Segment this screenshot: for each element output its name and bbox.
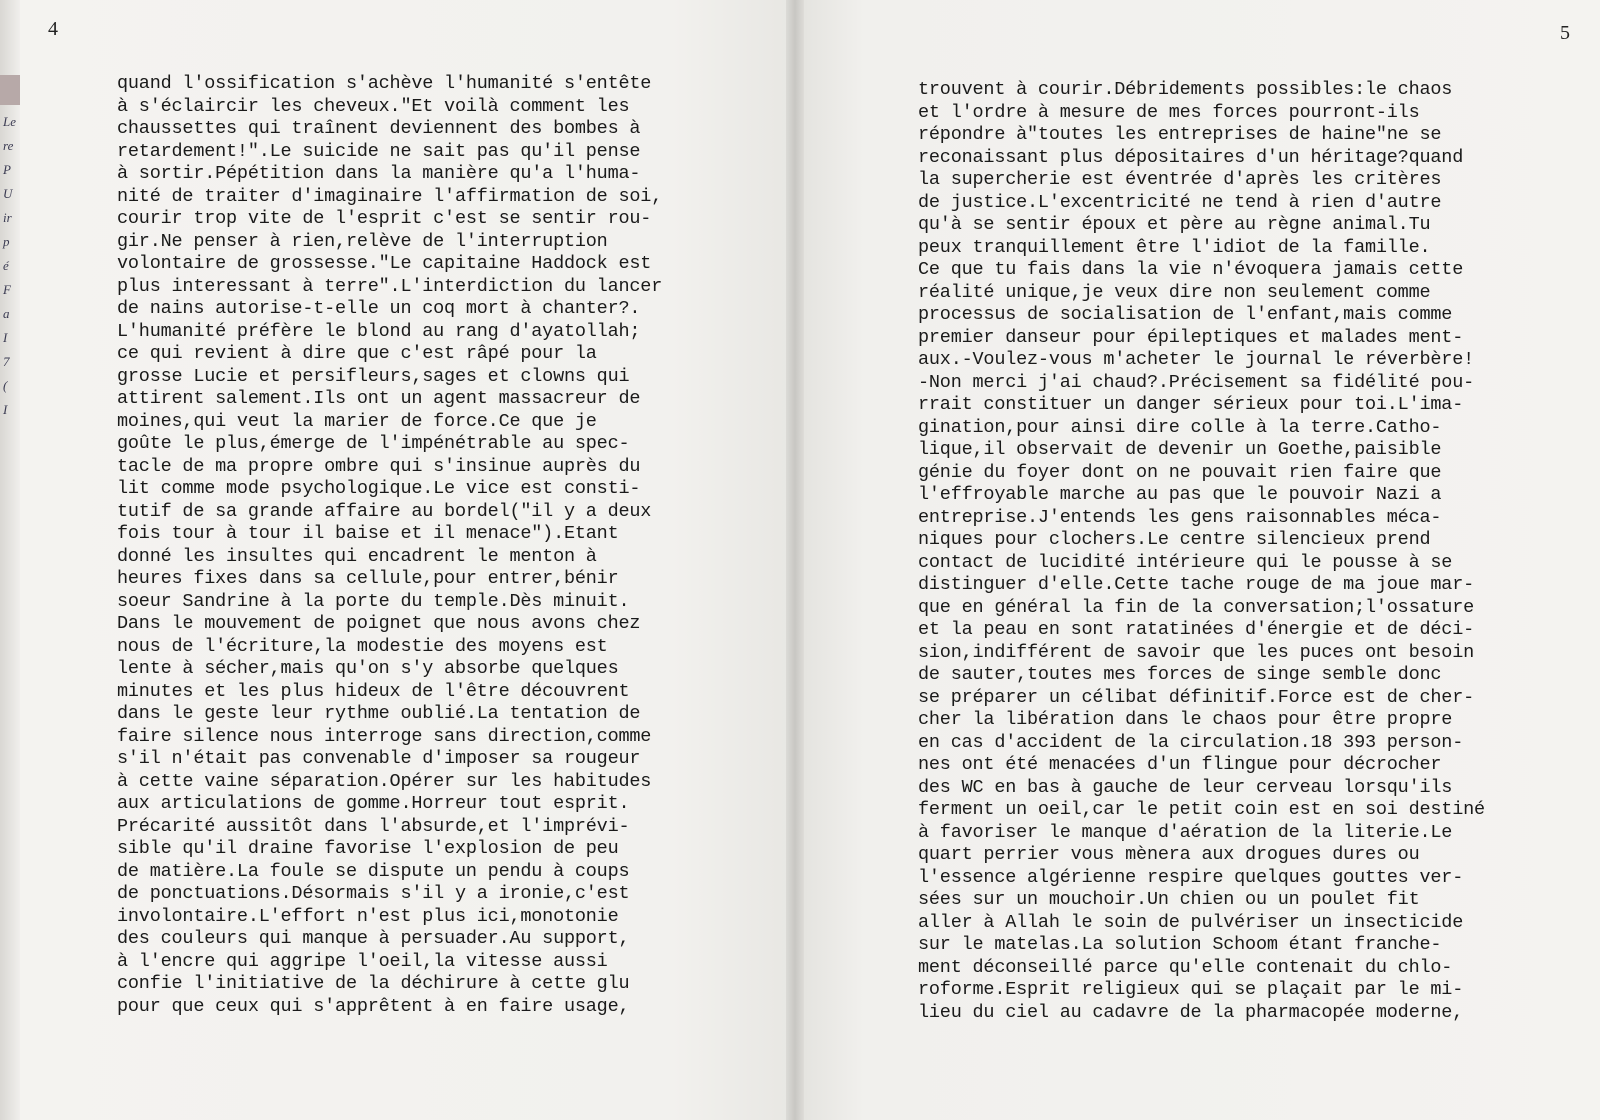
text-line: à sortir.Pépétition dans la manière qu'a l'huma-	[117, 163, 641, 184]
bleed-letter: é	[3, 258, 9, 273]
text-line: aux articulations de gomme.Horreur tout esprit.	[117, 793, 630, 814]
text-line: attirent salement.Ils ont un agent massacreur de	[117, 388, 641, 409]
bleed-letter: p	[3, 234, 10, 249]
text-line: nous de l'écriture,la modestie des moyens est	[117, 635, 608, 657]
text-line: -Non merci j'ai chaud?.Précisement sa fidélité pou-	[918, 371, 1474, 393]
text-line: à cette vaine séparation.Opérer sur les habitudes	[117, 770, 652, 792]
text-line: gir.Ne penser à rien,relève de l'interruption	[117, 230, 608, 252]
text-line: reconaissant plus dépositaires d'un héritage?quand	[918, 146, 1464, 168]
text-line: gination,pour ainsi dire colle à la terre.Catho-	[918, 416, 1442, 438]
text-line: tutif de sa grande affaire au bordel("il y a deux	[117, 500, 652, 522]
bleed-letter: ir	[3, 210, 12, 225]
text-line: heures fixes dans sa cellule,pour entrer,bénir	[117, 568, 619, 589]
text-line: plus interessant à terre".L'interdiction du lancer	[117, 275, 663, 297]
text-line: de matière.La foule se dispute un pendu à coups	[117, 860, 630, 882]
bleed-letter: I	[3, 330, 8, 345]
bleed-letter: P	[3, 162, 11, 177]
text-line: lique,il observait de devenir un Goethe,paisible	[918, 439, 1442, 460]
text-line: de sauter,toutes mes forces de singe semble donc	[918, 664, 1442, 685]
previous-page-edge	[0, 0, 20, 1120]
text-line: goûte le plus,émerge de l'impénétrable au spec-	[117, 433, 630, 454]
text-line: retardement!".Le suicide ne sait pas qu'il pense	[117, 140, 641, 162]
text-line: à s'éclaircir les cheveux."Et voilà comment les	[117, 95, 630, 117]
text-line: à l'encre qui aggripe l'oeil,la vitesse aussi	[117, 950, 608, 972]
text-line: aller à Allah le soin de pulvériser un insecticide	[918, 911, 1464, 933]
right-page	[800, 0, 1600, 1120]
book-gutter	[786, 0, 804, 1120]
text-line: niques pour clochers.Le centre silencieux prend	[918, 529, 1431, 550]
text-line: volontaire de grossesse."Le capitaine Haddock est	[117, 253, 652, 274]
text-line: la supercherie est éventrée d'après les critères	[918, 169, 1442, 190]
left-page	[0, 0, 790, 1120]
bleed-letter: U	[3, 186, 13, 201]
page-number-right: 5	[1560, 22, 1570, 44]
left-page-text	[117, 73, 662, 1018]
text-line: lieu du ciel au cadavre de la pharmacopée moderne,	[918, 1001, 1464, 1023]
text-line: en cas d'accident de la circulation.18 393 person-	[918, 731, 1464, 753]
text-line: de justice.L'excentricité ne tend à rien d'autre	[918, 191, 1442, 213]
text-line: et la peau en sont ratatinées d'énergie et de déci-	[918, 619, 1474, 640]
text-line: l'essence algérienne respire quelques gouttes ver-	[918, 866, 1464, 888]
text-line: ment déconseillé parce qu'elle contenait du chlo-	[918, 956, 1453, 978]
text-line: nité de traiter d'imaginaire l'affirmation de soi,	[117, 185, 663, 207]
text-line: lente à sécher,mais qu'on s'y absorbe quelques	[117, 658, 619, 679]
text-line: contact de lucidité intérieure qui le pousse à se	[918, 551, 1453, 573]
text-line: quand l'ossification s'achève l'humanité s'entête	[117, 73, 652, 94]
text-line: quart perrier vous mènera aux drogues dures ou	[918, 844, 1420, 865]
text-line: L'humanité préfère le blond au rang d'ayatollah;	[117, 320, 641, 342]
text-line: que en général la fin de la conversation;l'ossature	[918, 596, 1474, 618]
text-line: cher la libération dans le chaos pour être propre	[918, 709, 1453, 730]
text-line: sur le matelas.La solution Schoom étant franche-	[918, 934, 1442, 955]
text-line: rrait constituer un danger sérieux pour toi.L'ima-	[918, 394, 1464, 415]
text-line: tacle de ma propre ombre qui s'insinue auprès du	[117, 455, 641, 477]
text-line: s'il n'était pas convenable d'imposer sa rougeur	[117, 748, 641, 769]
text-line: de nains autorise-t-elle un coq mort à chanter?.	[117, 298, 641, 319]
text-line: des couleurs qui manque à persuader.Au support,	[117, 928, 630, 949]
text-line: lit comme mode psychologique.Le vice est consti-	[117, 478, 641, 499]
text-line: entreprise.J'entends les gens raisonnables méca-	[918, 506, 1442, 528]
text-line: roforme.Esprit religieux qui se plaçait par le mi-	[918, 979, 1464, 1000]
text-line: des WC en bas à gauche de leur cerveau lorsqu'ils	[918, 776, 1453, 798]
text-line: involontaire.L'effort n'est plus ici,monotonie	[117, 905, 619, 927]
text-line: faire silence nous interroge sans direction,comme	[117, 725, 652, 747]
right-page-text	[918, 79, 1485, 1024]
text-line: Dans le mouvement de poignet que nous avons chez	[117, 613, 641, 634]
text-line: sion,indifférent de savoir que les puces ont besoin	[918, 641, 1474, 663]
edge-color-tab	[0, 75, 20, 105]
bleed-letter: F	[3, 282, 11, 297]
text-line: Ce que tu fais dans la vie n'évoquera jamais cette	[918, 259, 1464, 280]
text-line: se préparer un célibat définitif.Force est de cher-	[918, 686, 1474, 708]
text-line: peux tranquillement être l'idiot de la famille.	[918, 236, 1431, 258]
bleed-letter: 7	[3, 354, 10, 369]
text-line: soeur Sandrine à la porte du temple.Dès minuit.	[117, 590, 630, 612]
text-line: nes ont été menacées d'un flingue pour décrocher	[918, 754, 1442, 775]
bleed-letter: a	[3, 306, 10, 321]
text-line: aux.-Voulez-vous m'acheter le journal le réverbère!	[918, 349, 1474, 370]
text-line: minutes et les plus hideux de l'être découvrent	[117, 680, 630, 702]
text-line: à favoriser le manque d'aération de la literie.Le	[918, 821, 1453, 843]
text-line: dans le geste leur rythme oublié.La tentation de	[117, 703, 641, 724]
text-line: donné les insultes qui encadrent le menton à	[117, 545, 597, 567]
text-line: distinguer d'elle.Cette tache rouge de ma joue mar-	[918, 574, 1474, 595]
text-line: réalité unique,je veux dire non seulement comme	[918, 281, 1431, 303]
text-line: génie du foyer dont on ne pouvait rien faire que	[918, 461, 1442, 483]
text-line: premier danseur pour épileptiques et malades ment-	[918, 326, 1464, 348]
text-line: grosse Lucie et persifleurs,sages et clowns qui	[117, 365, 630, 387]
bleed-letter: re	[3, 138, 14, 153]
text-line: ferment un oeil,car le petit coin est en soi destiné	[918, 799, 1485, 820]
text-line: Précarité aussitôt dans l'absurde,et l'imprévi-	[117, 815, 630, 837]
text-line: confie l'initiative de la déchirure à cette glu	[117, 973, 630, 994]
text-line: chaussettes qui traînent deviennent des bombes à	[117, 118, 641, 139]
text-line: processus de socialisation de l'enfant,mais comme	[918, 304, 1453, 325]
text-line: et l'ordre à mesure de mes forces pourront-ils	[918, 101, 1420, 123]
text-line: courir trop vite de l'esprit c'est se sentir rou-	[117, 208, 652, 229]
text-line: moines,qui veut la marier de force.Ce que je	[117, 410, 597, 432]
text-line: pour que ceux qui s'apprêtent à en faire usage,	[117, 995, 630, 1017]
edge-bleed-letters	[3, 110, 19, 422]
bleed-letter: I	[3, 402, 8, 417]
page-number-left: 4	[48, 18, 58, 40]
text-line: qu'à se sentir époux et père au règne animal.Tu	[918, 214, 1431, 235]
text-line: trouvent à courir.Débridements possibles:le chaos	[918, 79, 1453, 100]
text-line: de ponctuations.Désormais s'il y a ironie,c'est	[117, 883, 630, 904]
text-line: fois tour à tour il baise et il menace").Etant	[117, 523, 619, 544]
bleed-letter: Le	[3, 114, 16, 129]
text-line: ce qui revient à dire que c'est râpé pour la	[117, 343, 597, 364]
text-line: répondre à"toutes les entreprises de haine"ne se	[918, 124, 1442, 145]
bleed-letter: (	[3, 378, 8, 393]
text-line: l'effroyable marche au pas que le pouvoir Nazi a	[918, 484, 1442, 505]
text-line: sées sur un mouchoir.Un chien ou un poulet fit	[918, 889, 1420, 910]
text-line: sible qu'il draine favorise l'explosion de peu	[117, 838, 619, 859]
